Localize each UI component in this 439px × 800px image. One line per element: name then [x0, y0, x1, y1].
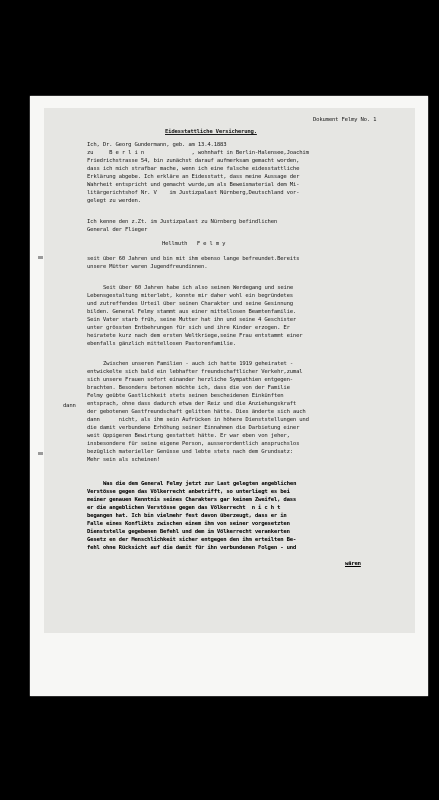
paragraph-line: weit üppigeren Bewirtung gestattet hätte. Er war eben von jeher, [87, 433, 290, 439]
paragraph-line: unsere Mütter waren Jugendfreundinnen. [87, 264, 208, 270]
paragraph-line: Dienststelle gegebenen Befehl und dem im Völkerrecht verankerten [87, 529, 290, 535]
paragraph-line: und zutreffendes Urteil über seinen Charakter und seine Gesinnung [87, 301, 293, 307]
paragraph-line: die damit verbundene Erhöhung seiner Einnahmen die Darbietung einer [87, 425, 300, 431]
document-reference: Dokument Felmy No. 1 [313, 117, 377, 123]
paragraph-line: brachten. Besonders betonen möchte ich, dass die von der Familie [87, 385, 290, 391]
paragraph-line: insbesondere für seine eigene Person, ausserordentlich anspruchslos [87, 441, 300, 447]
paragraph-line: Ich kenne den z.Zt. im Justizpalast zu Nürnberg befindlichen [87, 219, 278, 225]
paragraph-line: Lebensgestaltung miterlebt, konnte mir daher wohl ein begründetes [87, 293, 293, 299]
paragraph-line: Sein Vater starb früh, seine Mutter hat ihn und seine 4 Geschister [87, 317, 297, 323]
intro-line: Erklärung abgebe. Ich erkläre an Eidesstatt, dass meine Aussage der [87, 174, 300, 180]
intro-line: Wahrheit entspricht und gemacht wurde,um als Beweismaterial dem Mi- [87, 182, 300, 188]
paragraph-line: Was die dem General Felmy jetzt zur Last gelegten angeblichen [103, 481, 297, 487]
paragraph-line: der gebotenen Gastfreundschaft gelitten hätte. Dies änderte sich auch [87, 409, 306, 415]
paragraph-line: bezüglich materieller Genüsse und lebte stets nach dem Grundsatz: [87, 449, 293, 455]
paragraph-line: ebenfalls gänzlich mittellosen Pastorenfamilie. [87, 341, 236, 347]
paragraph-line: heiratete kurz nach dem ersten Weltkriege,seine Frau entstammt einer [87, 333, 303, 339]
paragraph-line: Gesetz en der Menschlichkeit sicher entgegen den ihm erteilten Be- [87, 537, 297, 543]
margin-annotation: dann [63, 403, 76, 409]
intro-line: Ich, Dr. Georg Gundermann, geb. am 13.4.1883 [87, 142, 227, 148]
paragraph-line: sich unsere Frauen sofort einander herzliche Sympathien entgegen- [87, 377, 293, 383]
punch-hole-mark [38, 256, 43, 259]
intro-line: litärgerichtshof Nr. V im Justizpalast Nürnberg,Deutschland vor- [87, 190, 300, 196]
paragraph-line: General der Flieger [87, 227, 148, 233]
paragraph-line: meiner genauen Kenntnis seines Charakters gar keinem Zweifel, dass [87, 497, 297, 503]
page-continuation: wären [345, 561, 361, 567]
paragraph-line: Zwischen unseren Familien - auch ich hatte 1919 geheiratet - [103, 361, 294, 367]
intro-line: Friedrichstrasse 54, bin zunächst darauf aufmerksam gemacht worden, [87, 158, 300, 164]
intro-line: gelegt zu werden. [87, 198, 141, 204]
paragraph-line: bilden. General Felmy stammt aus einer mittellosen Beamtenfamilie. [87, 309, 297, 315]
paragraph-line: begangen hat. Ich bin vielmehr fest davon überzeugt, dass er in [87, 513, 287, 519]
paragraph-line: Felmy geübte Gastlichkeit stets seinen bescheidenen Einkünften [87, 393, 284, 399]
paragraph-line: Mehr sein als scheinen! [87, 457, 160, 463]
paragraph-line: Seit über 60 Jahren habe ich also seinen Werdegang und seine [103, 285, 294, 291]
document-title: Eidesstattliche Versicherung. [165, 129, 257, 135]
person-name: Hellmuth F e l m y [162, 241, 226, 247]
punch-hole-mark [38, 452, 43, 455]
paragraph-line: Verstösse gegen das Völkerrecht anbetrifft, so unterliegt es bei [87, 489, 290, 495]
paragraph-line: fehl ohne Rücksicht auf die damit für ihn verbundenen Folgen - und [87, 545, 297, 551]
paragraph-line: entsprach, ohne dass dadurch etwa der Reiz und die Anziehungskraft [87, 401, 297, 407]
paragraph-line: er die angeblichen Verstösse gegen das Völkerrecht n i c h t [87, 505, 281, 511]
intro-line: dass ich mich strafbar mache, wenn ich eine falsche eidesstattliche [87, 166, 300, 172]
paragraph-line: unter grössten Entbehrungen für sich und ihre Kinder erzogen. Er [87, 325, 290, 331]
paragraph-line: entwickelte sich bald ein lebhafter freundschaftlicher Verkehr,zumal [87, 369, 303, 375]
paragraph-line: Falle eines Konflikts zwischen einem ihm von seiner vorgesetzten [87, 521, 290, 527]
paragraph-line: dann nicht, als ihm sein Aufrücken in höhere Dienststellungen und [87, 417, 309, 423]
intro-line: zu B e r l i n , wohnhaft in Berlin-Halensee,Joachim [87, 150, 309, 156]
paragraph-line: seit über 60 Jahren und bin mit ihm ebenso lange befreundet.Bereits [87, 256, 300, 262]
